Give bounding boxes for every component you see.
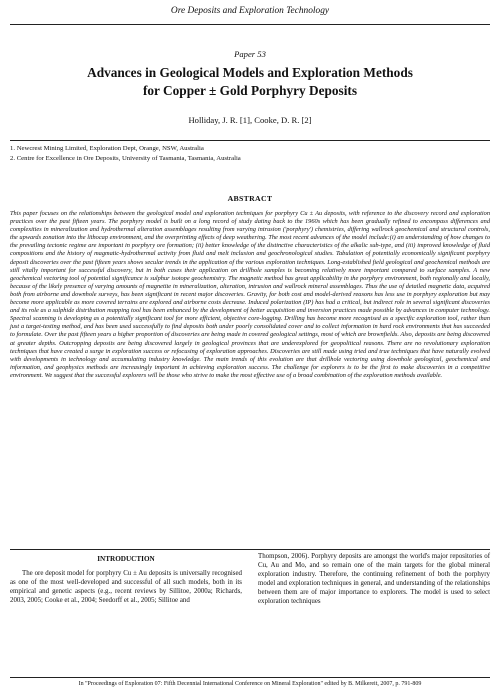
paper-number: Paper 53 [234, 49, 266, 59]
intro-paragraph-left: The ore deposit model for porphyry Cu ± Au deposits is universally recognised as one of the most well-developed and successful of all such models, both in its empirical and genetic aspects (e.g., recent reviews by Sillitoe, 2000a; Richards, 2003, 2005; Cooke et al., 2004; Seedorff et al., 2005; Sillitoe and [10, 570, 242, 605]
title-line-1: Advances in Geological Models and Exploration Methods [87, 65, 413, 80]
affiliation-2: 2. Centre for Excellence in Ore Deposits, University of Tasmania, Tasmania, Australia [10, 155, 241, 162]
title-line-2: for Copper ± Gold Porphyry Deposits [142, 83, 358, 98]
header-rule [10, 24, 490, 25]
running-header: Ore Deposits and Exploration Technology [170, 6, 330, 16]
affiliation-1: 1. Newcrest Mining Limited, Exploration Dept, Orange, NSW, Australia [10, 145, 204, 152]
abstract-heading: ABSTRACT [227, 194, 273, 203]
footer-rule [10, 677, 490, 678]
paper-title [0, 64, 500, 100]
authors: Holliday, J. R. [1], Cooke, D. R. [2] [188, 115, 312, 125]
intro-paragraph-right: Thompson, 2006). Porphyry deposits are amongst the world's major repositories of Cu, Au and Mo, and so remain one of the main targets for the global mineral exploration industry. Therefore, the continuing refinement of both the porphyry model and exploration techniques in general, and understanding of the relationships between them are of major importance to explorers. The model is used to select exploration techniques [258, 553, 490, 606]
intro-column-left [10, 569, 242, 605]
abstract-text: This paper focuses on the relationships between the geological model and exploration techniques for porphyry Cu ± Au deposits, with reference to the discovery record and exploration practices over the past fifteen years. The porphyry model is built on a long record of study dating back to the 1960s which has been gradually refined to encompass differences and complexities in mineralization and hydrothermal alteration assemblages resulting from varying intrusion ('porphyry') chemistries, differing wallrock geochemical and structural controls, the upwards zonation into the lithocap environment, and the overprinting effects of deep weathering. The most recent advances of the model include:(i) an understanding of how changes to the prevailing tectonic regime are important in porphyry ore formation; (ii) better knowledge of the distinctive characteristics of the alkalic sub-type, and (iii) improved knowledge of fluid compositions and the history of magmatic-hydrothermal activity from fluid and melt inclusion and geochronological studies. Tabulation of potentially economically significant porphyry deposit discoveries over the past fifteen years shows secular trends in the application of the various exploration techniques. Long-established field geological and geochemical methods are still vitally important for successful discovery, but in both cases their application on drillhole samples is becoming relatively more important compared to surface samples. A new geochemical vectoring tool of potential significance is sulphur isotope geochemistry. The magnetic method has great applicability in the porphyry environment, both regionally and locally, because of the likely presence of varying amounts of magnetite in mineralization, alteration, intrusion and wallrock mineral assemblages. Thus the use of detailed magnetic data, acquired both from airborne and downhole surveys, has been significant in recent major discoveries. Gravity, for both cost and model-derived reasons has less use in porphyry exploration but may become more applicable as more covered terrains are explored and airborne costs decrease. Induced polarization (IP) has had a critical, but indirect role in several significant discoveries and its role as a sulphide distribution mapping tool has been enhanced by the development of better acquisition and inversion practices made possible by advances in computer technology. Spectral scanning is developing as a potentially significant tool for more efficient, objective core-logging. Drilling has become more recognised as a specific exploration tool, rather than just a target-testing method, and has been used successfully to find deposits both under poorly consolidated cover and to collect information in hard rock environments that has succeeded to formulate. Over the past fifteen years a higher proportion of discoveries are being made in covered geological settings, most of which are brownfields. Also, deposits are being discovered at greater depths. Outcropping deposits are being discovered largely in geological provinces that are underexplored for geopolitical reasons. There are no revolutionary exploration techniques that have created a surge in exploration success or refocusing of exploration approaches. Discoveries are still made using tried and true techniques that have naturally evolved with developments in technology and accumulating industry knowledge. The main trends of this evolution are that drillhole vectoring using downhole geological, geochemical and information, and geophysics methods are increasingly important in achieving exploration success. The challenge for explorers is to be the first to make discoveries in a competitive environment. We suggest that the successful explorers will be those who strive to make the most effective use of a broad combination of the exploration methods available. [10, 210, 490, 379]
intro-column-right [258, 552, 490, 607]
body-rule [10, 549, 490, 550]
affiliation-rule [10, 140, 490, 141]
introduction-heading: INTRODUCTION [97, 555, 155, 563]
page-footer: In "Proceedings of Exploration 07: Fifth Decennial International Conference on Mineral Exploration" edited by B. Milkereit, 2007, p. 791-809 [78, 681, 422, 687]
